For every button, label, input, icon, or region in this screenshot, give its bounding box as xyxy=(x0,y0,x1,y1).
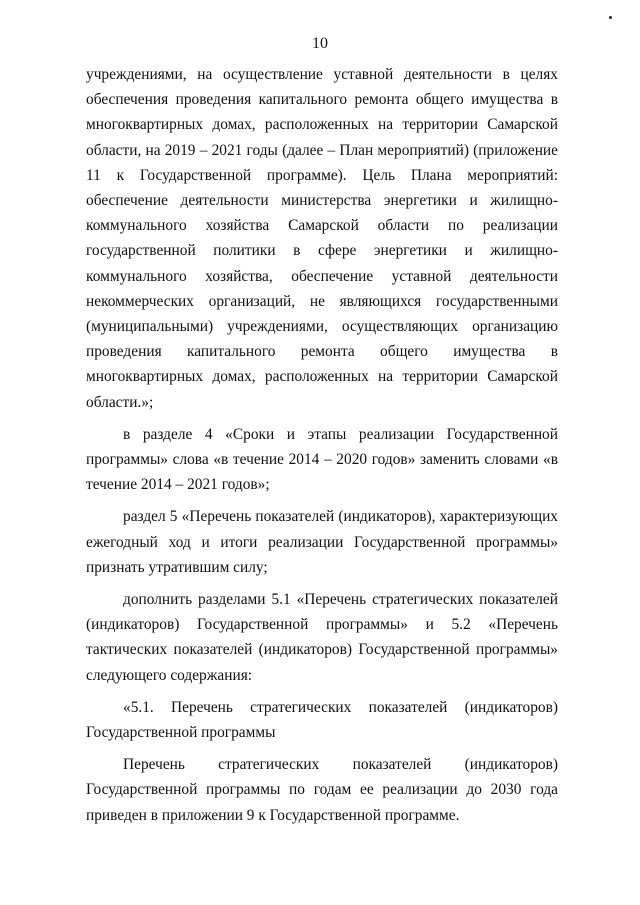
paragraph-add-sections: дополнить разделами 5.1 «Перечень стратегических показателей (индикаторов) Государственной программы» и 5.2 «Перечень тактических показателей (индикаторов) Государственной программы» следующего содержания: xyxy=(86,591,558,684)
page-number: 10 xyxy=(312,35,328,52)
section-5-1-heading: «5.1. Перечень стратегических показателей (индикаторов) Государственной программы xyxy=(86,698,558,742)
scan-dot-mark xyxy=(609,16,612,19)
paragraph-section-5-1: Перечень стратегических показателей (индикаторов) Государственной программы по годам ее реализации до 2030 года приведен в приложении 9 к Государственной программе. xyxy=(86,756,558,824)
paragraph-continuation: учреждениями, на осуществление уставной деятельности в целях обеспечения проведения капитального ремонта общего имущества в многоквартирных домах, расположенных на территории Самарской области, на 2019 – 2021 годы (далее – План мероприятий) (приложение 11 к Государственной программе). Цель Плана мероприятий: обеспечение деятельности министерства энергетики и жилищно-коммунального хозяйства Самарской области по реализации государственной политики в сфере энергетики и жилищно-коммунального хозяйства, обеспечение уставной деятельности некоммерческих организаций, не являющихся государственными (муниципальными) учреждениями, осуществляющих организацию проведения капитального ремонта общего имущества в многоквартирных домах, расположенных на территории Самарской области.»; xyxy=(86,66,558,411)
paragraph-section-5: раздел 5 «Перечень показателей (индикаторов), характеризующих ежегодный ход и итоги реализации Государственной программы» признать утратившим силу; xyxy=(86,508,558,576)
paragraph-section-4: в разделе 4 «Сроки и этапы реализации Государственной программы» слова «в течение 2014 – 2020 годов» заменить словами «в течение 2014 – 2021 годов»; xyxy=(86,425,558,494)
document-body xyxy=(86,62,558,828)
